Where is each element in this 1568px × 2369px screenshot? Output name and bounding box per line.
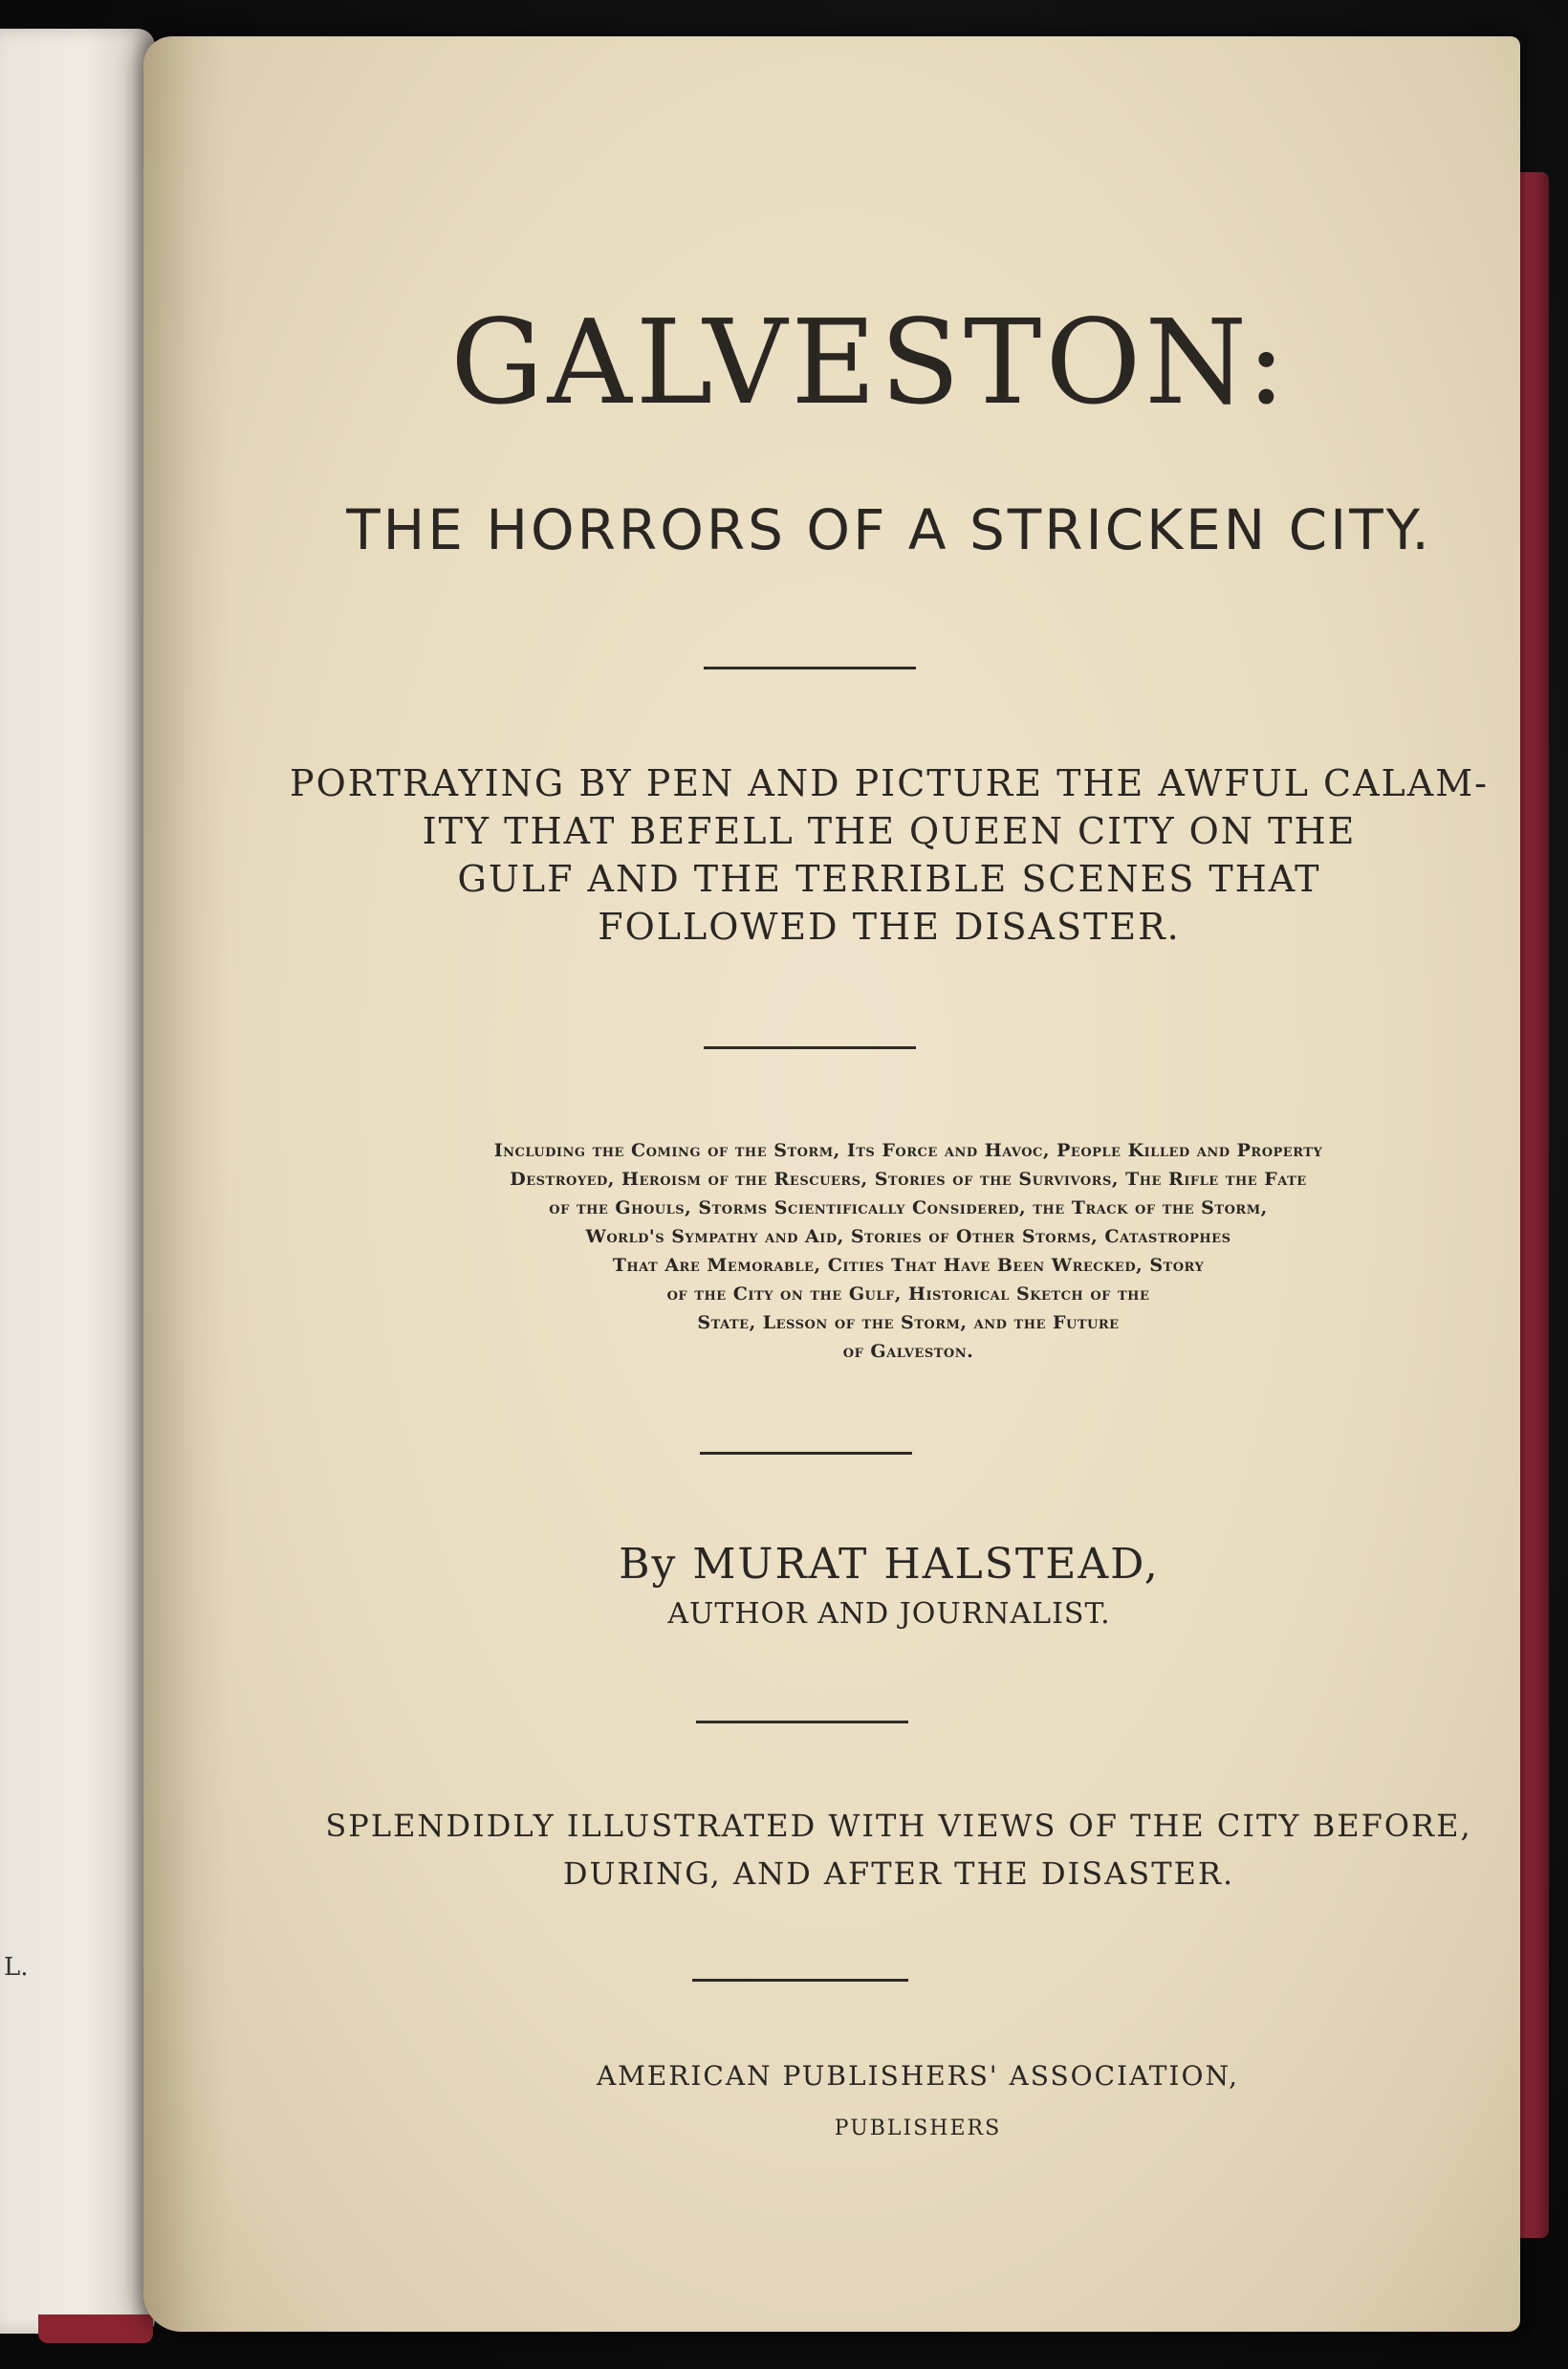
portraying-line: GULF AND THE TERRIBLE SCENES THAT <box>457 858 1321 900</box>
author-role: AUTHOR AND JOURNALIST. <box>667 1597 1111 1631</box>
illustration-line: DURING, AND AFTER THE DISASTER. <box>562 1855 1235 1892</box>
contents-line: of the City on the Gulf, Historical Sketch of the <box>666 1283 1150 1305</box>
cover-corner <box>38 2314 153 2343</box>
contents-line: of Galveston. <box>842 1341 974 1362</box>
publisher-name: AMERICAN PUBLISHERS' ASSOCIATION, <box>596 2060 1240 2092</box>
contents-line: Destroyed, Heroism of the Rescuers, Stories of the Survivors, The Rifle the Fate <box>510 1169 1307 1190</box>
divider-rule <box>704 667 916 669</box>
contents-line: of the Ghouls, Storms Scientifically Considered, the Track of the Storm, <box>549 1197 1268 1218</box>
contents-line: State, Lesson of the Storm, and the Future <box>697 1312 1120 1333</box>
title-page <box>143 36 1520 2332</box>
portraying-line: FOLLOWED THE DISASTER. <box>598 906 1181 948</box>
divider-rule <box>692 1979 908 1982</box>
divider-rule <box>704 1046 916 1049</box>
left-page-edge-text: L. <box>4 1953 29 1982</box>
contents-line: Including the Coming of the Storm, Its Force and Havoc, People Killed and Property <box>493 1140 1323 1161</box>
book-subtitle: THE HORRORS OF A STRICKEN CITY. <box>346 497 1432 562</box>
portraying-line: PORTRAYING BY PEN AND PICTURE THE AWFUL CALAM- <box>290 762 1489 804</box>
portraying-paragraph <box>143 759 1568 951</box>
illustration-line: SPLENDIDLY ILLUSTRATED WITH VIEWS OF THE CITY BEFORE, <box>325 1808 1472 1844</box>
illustration-note <box>143 1802 1568 1897</box>
left-facing-page <box>0 29 155 2334</box>
contents-summary <box>143 1136 1568 1366</box>
portraying-line: ITY THAT BEFELL THE QUEEN CITY ON THE <box>422 810 1357 852</box>
contents-line: That Are Memorable, Cities That Have Been Wrecked, Story <box>612 1255 1205 1276</box>
divider-rule <box>696 1721 908 1723</box>
author-byline: By MURAT HALSTEAD, <box>619 1540 1160 1589</box>
contents-line: World's Sympathy and Aid, Stories of Other Storms, Catastrophes <box>585 1226 1231 1247</box>
publishers-label: PUBLISHERS <box>834 2117 1002 2140</box>
book-title: GALVESTON: <box>450 295 1290 430</box>
divider-rule <box>700 1452 912 1455</box>
